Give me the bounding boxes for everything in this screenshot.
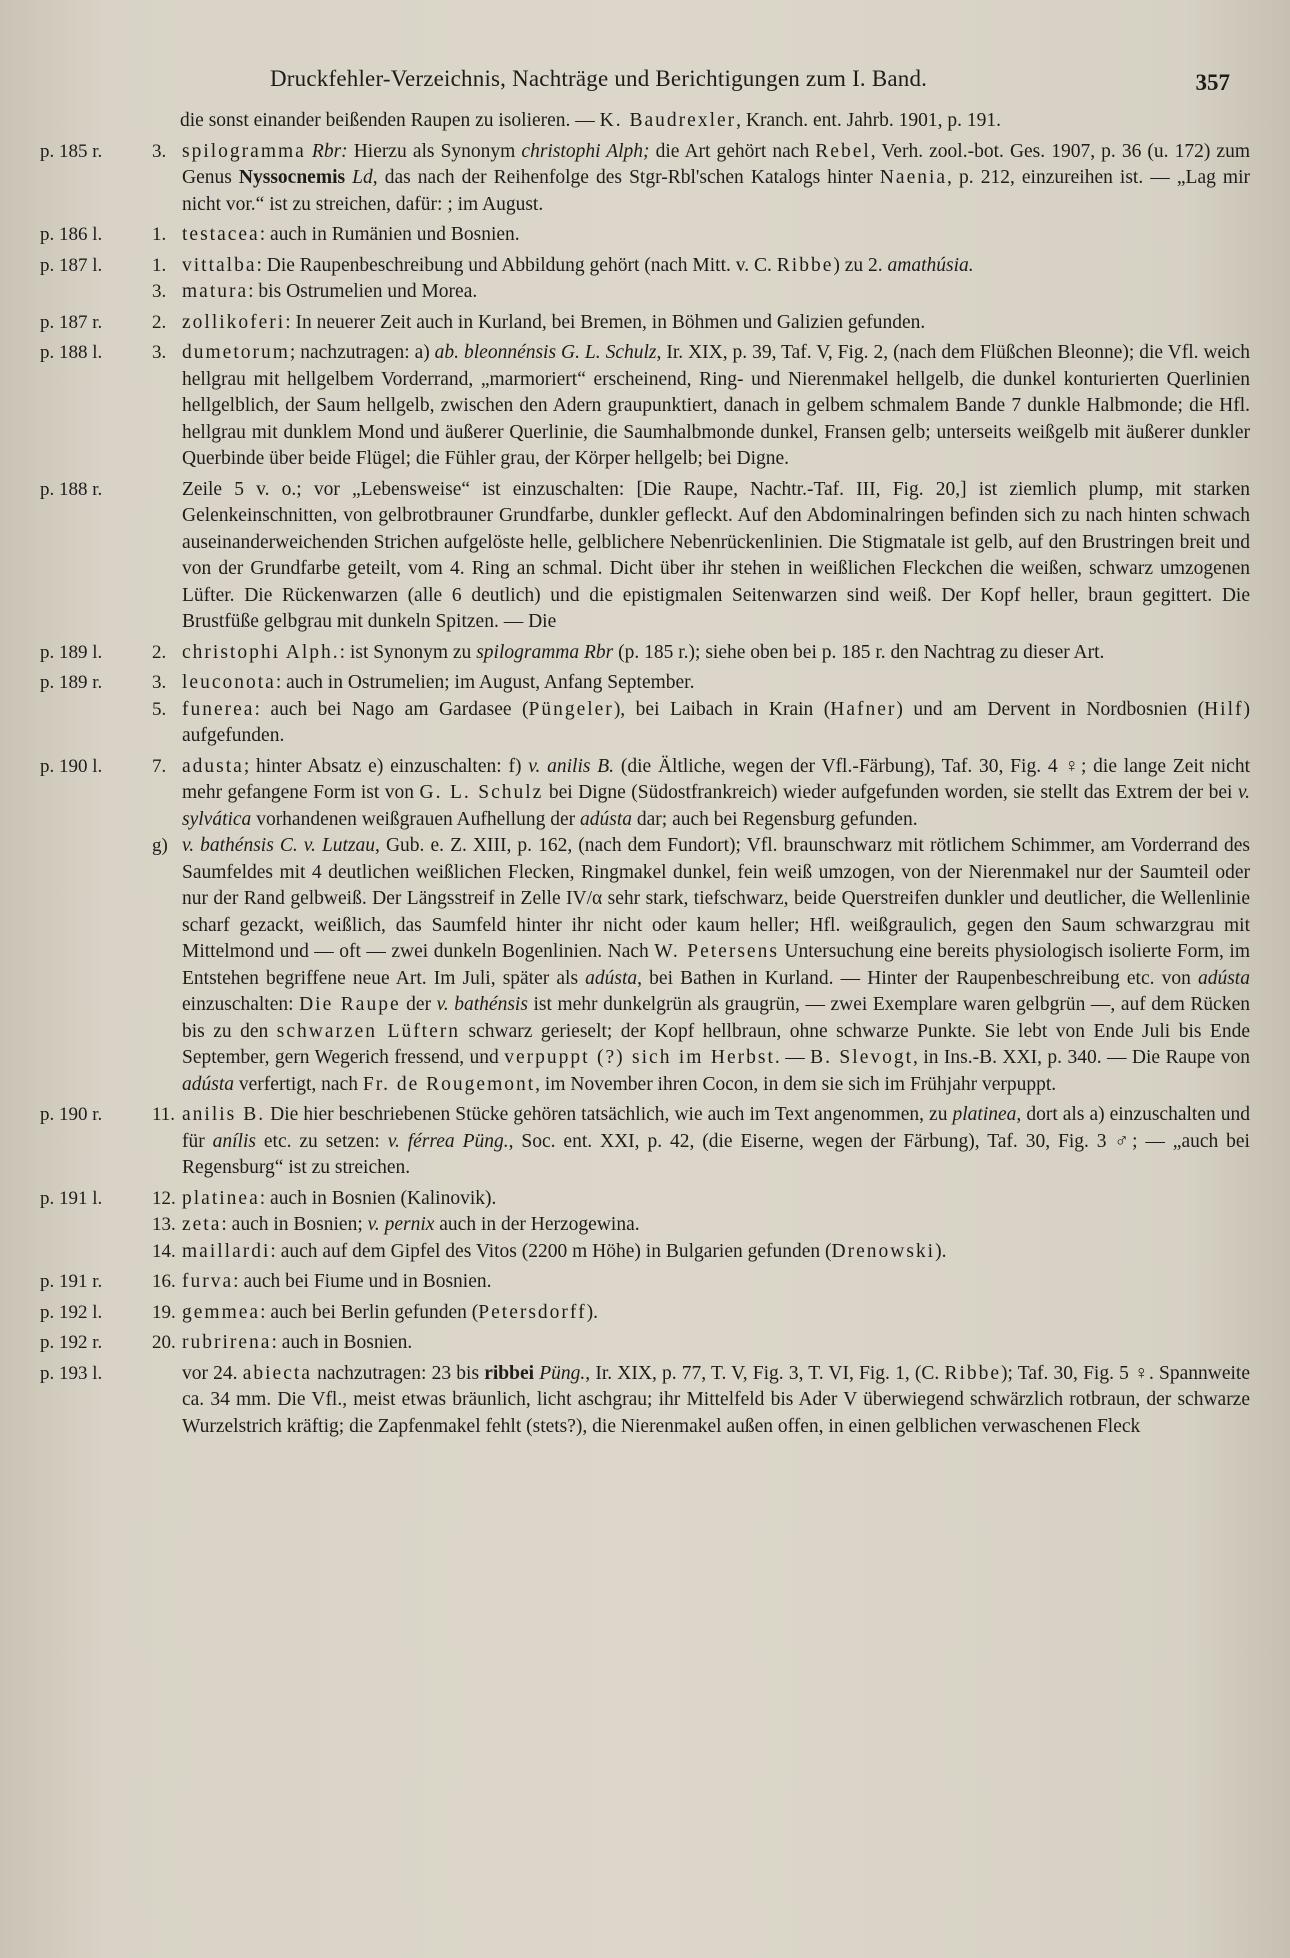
- page-reference: p. 186 l.: [40, 224, 103, 245]
- entry-items: [152, 1361, 1250, 1441]
- text-run: auch in der Herzogewina.: [434, 1214, 640, 1235]
- entry-items: [152, 139, 1250, 219]
- text-run: : Die Raupenbeschreibung und Abbildung gehört (nach Mitt. v. C.: [256, 254, 777, 276]
- errata-item: [152, 754, 1250, 834]
- entry-items: [152, 1300, 1250, 1327]
- page-reference: p. 185 r.: [40, 140, 103, 162]
- text-run: dar; auch bei Regensburg gefunden.: [632, 808, 918, 830]
- spaced-term: gemmea: [182, 1301, 261, 1323]
- italic-term: anílis: [212, 1130, 256, 1152]
- item-number: 3.: [152, 140, 167, 162]
- text-run: ) zu 2.: [833, 254, 888, 276]
- item-number: 14.: [152, 1240, 176, 1262]
- running-title: Druckfehler-Verzeichnis, Nachträge und Berichtigungen zum I. Band.: [270, 66, 928, 91]
- spaced-term: maillardi: [182, 1240, 271, 1262]
- text-run: Zeile 5 v. o.; vor „Lebensweise“ ist einzuschalten: [Die Raupe, Nachtr.-Taf. III, Fig. 20,] ist ziemlich plump, mit starken Gelenkeinschnitten, von gelbrotbrauner Grundfarbe, dunkler gefleckt. Auf den Abdominalringen befinden sich zu nach hinten schwach auseinanderweichenden Strichen aufgelöste helle, gelblichere Nebenrückenlinien. Die Stigmatale ist gelb, auf den Brustringen breit und von der Grundfarbe geteilt, vom 4. Ring an schmal. Dicht über ihr stehen in weißlichen Fleckchen die weißen, schwarz umzogenen Lüfter. Die Rückenwarzen (alle 6 deutlich) und die epistigmalen Seitenwarzen sind weiß. Der Kopf heller, braun gegittert. Die Brustfüße gelbgrau mit dunkeln Spitzen. — Die: [182, 478, 1250, 632]
- page-reference: p. 191 l.: [40, 1187, 103, 1209]
- text-run: : In neuerer Zeit auch in Kurland, bei Bremen, in Böhmen und Galizien gefunden.: [285, 311, 926, 333]
- spaced-term: Hilf: [1204, 698, 1244, 720]
- spaced-term: Drenowski: [831, 1240, 936, 1262]
- page-reference: p. 190 r.: [40, 1104, 103, 1125]
- text-run: : auch in Rumänien und Bosnien.: [259, 224, 520, 245]
- spaced-term: dumetorum: [182, 342, 290, 363]
- errata-item: [152, 1330, 1250, 1357]
- errata-entry: [40, 139, 1250, 219]
- errata-entry: [40, 310, 1250, 337]
- text-run: , Ir. XIX, p. 39, Taf. V, Fig. 2, (nach dem Flüßchen Bleonne); die Vfl. weich hellgrau mit hellgelbem Vorderrand, „marmoriert“ erscheinend, Ring- und Nierenmakel hellgelb, die dunkel konturierten Querlinien hellgelblich, der Saum hellgelb, zwischen den Adern graupunktiert, danach in gelbem schmalem Bande 7 dunkle Halbmonde; die Hfl. hellgrau mit dunklem Mond und äußerer Querlinie, die Saumhalbmonde dunkel, Fransen gelb; unterseits weißgelb mit äußerer dunkler Querbinde über beide Flügel; die Fühler grau, der Körper hellgelb; bei Digne.: [182, 342, 1251, 469]
- page-reference: p. 192 l.: [40, 1301, 103, 1323]
- errata-item: [152, 1361, 1250, 1441]
- text-run: : auch in Bosnien.: [271, 1332, 413, 1353]
- errata-entry: [40, 1102, 1250, 1182]
- entry-items: [152, 1269, 1250, 1296]
- item-number: 16.: [152, 1271, 176, 1292]
- errata-item: [152, 222, 1250, 249]
- text-run: , im November ihren Cocon, in dem sie sich im Frühjahr verpuppt.: [535, 1073, 1057, 1095]
- text-run: die Art gehört nach: [649, 140, 816, 162]
- entry-items: [152, 340, 1250, 473]
- text-run: , Soc. ent. XXI, p. 42, (die Eiserne, wegen der Färbung), Taf. 30, Fig. 3 ♂; — „auch bei Regensburg“ ist zu streichen.: [182, 1130, 1250, 1178]
- spaced-term: G. L. Schulz: [419, 782, 544, 803]
- text-run: ).: [586, 1301, 598, 1323]
- page-reference: p. 189 l.: [40, 641, 103, 663]
- item-text: [182, 833, 1250, 1098]
- item-number: 20.: [152, 1332, 176, 1353]
- item-text: [182, 1269, 1250, 1296]
- text-run: , bei Bathen in Kurland. — Hinter der Raupenbeschreibung etc. von: [637, 967, 1198, 989]
- running-header: [270, 66, 1230, 100]
- item-text: [182, 1330, 1250, 1357]
- page-reference: p. 188 l.: [40, 342, 103, 363]
- text-run: : auch bei Nago am Gardasee (: [254, 698, 529, 720]
- text-run: (die Ältliche, wegen der Vfl.-Färbung), Taf. 30, Fig. 4 ♀; die lange Zeit nicht mehr gefangene Form ist von: [182, 755, 1250, 803]
- errata-item: [152, 697, 1250, 750]
- text-run: ) aufgefunden.: [182, 698, 1251, 746]
- spaced-term: Püngeler: [528, 698, 614, 720]
- text-run: : auch bei Berlin gefunden (: [260, 1301, 479, 1323]
- errata-entry: [40, 1186, 1250, 1266]
- item-text: [182, 1361, 1250, 1441]
- item-text: [182, 1300, 1250, 1327]
- page-reference: p. 187 r.: [40, 311, 103, 333]
- text-run: vor 24.: [182, 1362, 243, 1384]
- page-reference: p. 193 l.: [40, 1362, 103, 1384]
- text-run: die sonst einander beißenden Raupen zu isolieren. —: [180, 110, 600, 131]
- spaced-term: christophi Alph.: [182, 641, 340, 663]
- errata-entry: [40, 477, 1250, 636]
- page-reference: p. 187 l.: [40, 254, 103, 276]
- bold-term: ribbei: [484, 1362, 535, 1384]
- text-run: ; nachzutragen: a): [289, 342, 435, 363]
- spaced-term: B. Slevogt: [810, 1047, 914, 1068]
- text-run: , Ir. XIX, p. 77, T. V, Fig. 3, T. VI, Fig. 1, (C.: [585, 1362, 945, 1384]
- page-number: 357: [1195, 70, 1230, 95]
- spaced-term: Petersdorff: [478, 1301, 587, 1323]
- errata-item: [152, 477, 1250, 636]
- errata-entry: [40, 253, 1250, 306]
- spaced-term: Ribbe: [944, 1362, 1002, 1384]
- text-run: . —: [774, 1047, 811, 1068]
- errata-item: [152, 640, 1250, 667]
- item-number: 3.: [152, 672, 167, 693]
- text-run: : auch in Bosnien;: [221, 1214, 368, 1235]
- item-text: [182, 222, 1250, 249]
- spaced-term: zeta: [182, 1214, 222, 1235]
- page-reference: [40, 108, 152, 135]
- item-number: 1.: [152, 224, 167, 245]
- spaced-term: platinea: [182, 1187, 260, 1209]
- spaced-term: W. Petersens: [654, 941, 779, 962]
- item-text: [182, 754, 1250, 834]
- spaced-term: zollikoferi: [182, 311, 286, 333]
- spaced-term: anilis B.: [182, 1104, 266, 1125]
- text-run: ), bei Laibach in Krain (: [613, 698, 831, 720]
- item-text: [182, 640, 1250, 667]
- text-run: : ist Synonym zu: [339, 641, 477, 663]
- errata-list: [40, 108, 1250, 1444]
- item-number: 5.: [152, 698, 167, 720]
- errata-entry: [40, 640, 1250, 667]
- spaced-term: adusta: [182, 755, 244, 777]
- errata-entry: [40, 754, 1250, 1099]
- errata-item: [152, 1300, 1250, 1327]
- spaced-term: vittalba: [182, 254, 257, 276]
- entry-items: [152, 1102, 1250, 1182]
- spaced-term: abiecta: [242, 1362, 312, 1384]
- errata-item: [152, 139, 1250, 219]
- text-run: : auch auf dem Gipfel des Vitos (2200 m Höhe) in Bulgarien gefunden (: [270, 1240, 832, 1262]
- item-number: 19.: [152, 1301, 176, 1323]
- item-number: 3.: [152, 281, 167, 302]
- errata-item: [152, 1212, 1250, 1239]
- item-text: [182, 279, 1250, 306]
- item-text: [182, 1102, 1250, 1182]
- italic-term: v. bathénsis: [436, 994, 528, 1015]
- errata-entry: [40, 670, 1250, 750]
- text-run: ; hinter Absatz e) einzuschalten: f): [243, 755, 529, 777]
- errata-item: [152, 1186, 1250, 1213]
- errata-entry: [40, 1330, 1250, 1357]
- italic-term: adústa: [1197, 967, 1250, 989]
- item-number: 11.: [152, 1104, 176, 1125]
- text-run: ).: [935, 1240, 947, 1262]
- spaced-term: K. Baudrexler: [599, 110, 737, 131]
- errata-item: [152, 340, 1250, 473]
- page-reference: p. 188 r.: [40, 478, 103, 500]
- text-run: Hierzu als Synonym: [347, 140, 522, 162]
- item-text: [182, 253, 1250, 280]
- page-reference: p. 192 r.: [40, 1332, 103, 1353]
- item-text: [182, 340, 1250, 473]
- spaced-term: Die Raupe: [299, 994, 401, 1015]
- spaced-term: verpuppt (?) sich im Herbst: [504, 1047, 775, 1068]
- item-number: [152, 1361, 182, 1441]
- item-number: 2.: [152, 641, 167, 663]
- italic-term: adústa: [580, 808, 633, 830]
- text-run: , p. 212, einzureihen ist. — „Lag mir nicht vor.“ ist zu streichen, dafür: ; im August.: [182, 167, 1250, 215]
- errata-entry: [40, 1300, 1250, 1327]
- text-run: bei Digne (Südostfrankreich) wieder aufgefunden worden, sie stellt das Extrem der bei: [543, 782, 1238, 803]
- errata-entry: [40, 1361, 1250, 1441]
- item-text: [182, 1239, 1250, 1266]
- italic-term: Püng.: [539, 1362, 586, 1384]
- text-run: ); Taf. 30, Fig. 5 ♀. Spannweite ca. 34 mm. Die Vfl., meist etwas bräunlich, licht aschgrau; ihr Mittelfeld bis Ader V überwiegend schwärzlich rotbraun, der schwarze Wurzelstrich kräftig; die Zapfenmakel fehlt (stets?), die Nierenmakel außen offen, in einen gelblichen verwaschenen Fleck: [182, 1362, 1250, 1437]
- item-text: [152, 108, 1250, 135]
- text-run: : auch bei Fiume und in Bosnien.: [233, 1271, 492, 1292]
- item-number: [152, 477, 182, 636]
- text-run: (p. 185 r.); siehe oben bei p. 185 r. den Nachtrag zu dieser Art.: [613, 641, 1105, 663]
- italic-term: amathúsia.: [887, 254, 974, 276]
- entry-items: [152, 222, 1250, 249]
- item-text: [182, 1186, 1250, 1213]
- item-number: 13.: [152, 1214, 176, 1235]
- errata-entry: [40, 340, 1250, 473]
- text-run: ist mehr dunkelgrün als graugrün, — zwei Exemplare waren gelbgrün —, auf dem Rücken bis zu den: [182, 994, 1250, 1042]
- errata-item: [152, 1269, 1250, 1296]
- text-run: , Gub. e. Z. XIII, p. 162, (nach dem Fundort); Vfl. braunschwarz mit rötlichem Schimmer, am Vorderrand des Saumfeldes mit 4 deutlichen weißlichen Flecken, Ringmakel dunkel, fein weiß umzogen, von der Nierenmakel nur der Saumteil oder nur der Rand gelbweiß. Der Längsstreif in Zelle IV/α sehr stark, tiefschwarz, beide Querstreifen dunkler und deutlicher, die Wellenlinie scharf gezackt, weißlich, das Saumfeld hinter ihr nicht oder kaum heller; Hfl. weißgraulich, gegen den Saum schwarzgrau mit Mittelmond und — oft — zwei dunkeln Bogenlinien. Nach: [182, 835, 1250, 962]
- spaced-term: funerea: [182, 698, 255, 720]
- entry-items: [152, 108, 1250, 135]
- spaced-term: Ribbe: [776, 254, 834, 276]
- text-run: vorhandenen weißgrauen Aufhellung der: [251, 808, 580, 830]
- errata-item: [152, 1102, 1250, 1182]
- item-text: [182, 477, 1250, 636]
- text-run: verfertigt, nach: [234, 1073, 363, 1095]
- spaced-term: testacea: [182, 224, 260, 245]
- italic-term: platinea: [952, 1104, 1017, 1125]
- text-run: , Kranch. ent. Jahrb. 1901, p. 191.: [736, 110, 1001, 131]
- text-run: : auch in Ostrumelien; im August, Anfang September.: [275, 672, 695, 693]
- entry-items: [152, 477, 1250, 636]
- item-text: [182, 310, 1250, 337]
- errata-item: [152, 310, 1250, 337]
- text-run: ) und am Dervent in Nordbosnien (: [896, 698, 1205, 720]
- errata-item: [152, 833, 1250, 1098]
- text-run: schwarz gerieselt; der Kopf hellbraun, ohne schwarze Punkte. Sie lebt von Ende Juli bis Ende September, gern Wegerich fressend, und: [182, 1020, 1250, 1068]
- italic-term: v. sylvática: [182, 782, 1250, 830]
- italic-term: Rbr:: [311, 140, 348, 162]
- italic-term: ab. bleonnénsis G. L. Schulz: [434, 342, 657, 363]
- text-run: nachzutragen: 23 bis: [311, 1362, 485, 1384]
- text-run: etc. zu setzen:: [255, 1130, 388, 1152]
- item-text: [182, 139, 1250, 219]
- entry-items: [152, 640, 1250, 667]
- italic-term: v. férrea Püng.: [387, 1130, 509, 1152]
- item-number: 1.: [152, 254, 167, 276]
- text-run: der: [400, 994, 437, 1015]
- italic-term: v. pernix: [367, 1214, 435, 1235]
- text-run: , das nach der Reihenfolge des Stgr-Rbl'schen Katalogs hinter: [372, 167, 880, 188]
- errata-item: [152, 1239, 1250, 1266]
- page-reference: p. 190 l.: [40, 755, 103, 777]
- item-number: 12.: [152, 1187, 176, 1209]
- item-text: [182, 697, 1250, 750]
- spaced-term: Rebel: [815, 140, 871, 162]
- spaced-term: Fr. de Rougemont: [362, 1073, 536, 1095]
- italic-term: v. anilis B.: [528, 755, 615, 777]
- entry-items: [152, 1330, 1250, 1357]
- text-run: Die hier beschriebenen Stücke gehören tatsächlich, wie auch im Text angenommen, zu: [265, 1104, 953, 1125]
- page-reference: p. 189 r.: [40, 672, 103, 693]
- entry-items: [152, 253, 1250, 306]
- italic-term: Ld: [352, 167, 373, 188]
- entry-items: [152, 1186, 1250, 1266]
- entry-items: [152, 754, 1250, 1099]
- spaced-term: spilogramma: [182, 140, 306, 162]
- item-number: 7.: [152, 755, 167, 777]
- text-run: : auch in Bosnien (Kalinovik).: [259, 1187, 497, 1209]
- text-run: einzuschalten:: [182, 994, 300, 1015]
- item-number: 3.: [152, 342, 167, 363]
- text-run: , Verh. zool.-bot. Ges. 1907, p. 36 (u. 172) zum Genus: [182, 140, 1251, 188]
- item-text: [182, 670, 1250, 697]
- spaced-term: rubrirena: [182, 1332, 272, 1353]
- italic-term: v. bathénsis C. v. Lutzau: [182, 835, 376, 856]
- item-text: [182, 1212, 1250, 1239]
- text-run: Untersuchung eine bereits physiologisch isolierte Form, im Entstehen begriffene neue Art. Im Juli, später als: [182, 941, 1251, 989]
- errata-item: [152, 253, 1250, 280]
- text-run: : bis Ostrumelien und Morea.: [248, 281, 478, 302]
- spaced-term: Hafner: [830, 698, 897, 720]
- errata-item: [152, 670, 1250, 697]
- errata-item: [152, 279, 1250, 306]
- errata-item: [152, 108, 1250, 135]
- item-number: g): [152, 835, 168, 856]
- italic-term: adústa: [585, 967, 638, 989]
- spaced-term: schwarzen Lüftern: [276, 1020, 461, 1042]
- page-reference: p. 191 r.: [40, 1271, 103, 1292]
- text-run: , in Ins.-B. XXI, p. 340. — Die Raupe von: [913, 1047, 1250, 1068]
- errata-entry: [40, 222, 1250, 249]
- spaced-term: matura: [182, 281, 249, 302]
- item-number: 2.: [152, 311, 167, 333]
- italic-term: christophi Alph;: [521, 140, 650, 162]
- entry-items: [152, 310, 1250, 337]
- errata-entry: [40, 108, 1250, 135]
- entry-items: [152, 670, 1250, 750]
- errata-entry: [40, 1269, 1250, 1296]
- spaced-term: furva: [182, 1271, 234, 1292]
- italic-term: adústa: [182, 1073, 235, 1095]
- bold-term: Nyssocnemis: [238, 167, 346, 188]
- text-run: , dort als a) einzuschalten und für: [182, 1104, 1251, 1152]
- spaced-term: Naenia: [879, 167, 948, 188]
- spaced-term: leuconota: [182, 672, 276, 693]
- italic-term: spilogramma Rbr: [476, 641, 614, 663]
